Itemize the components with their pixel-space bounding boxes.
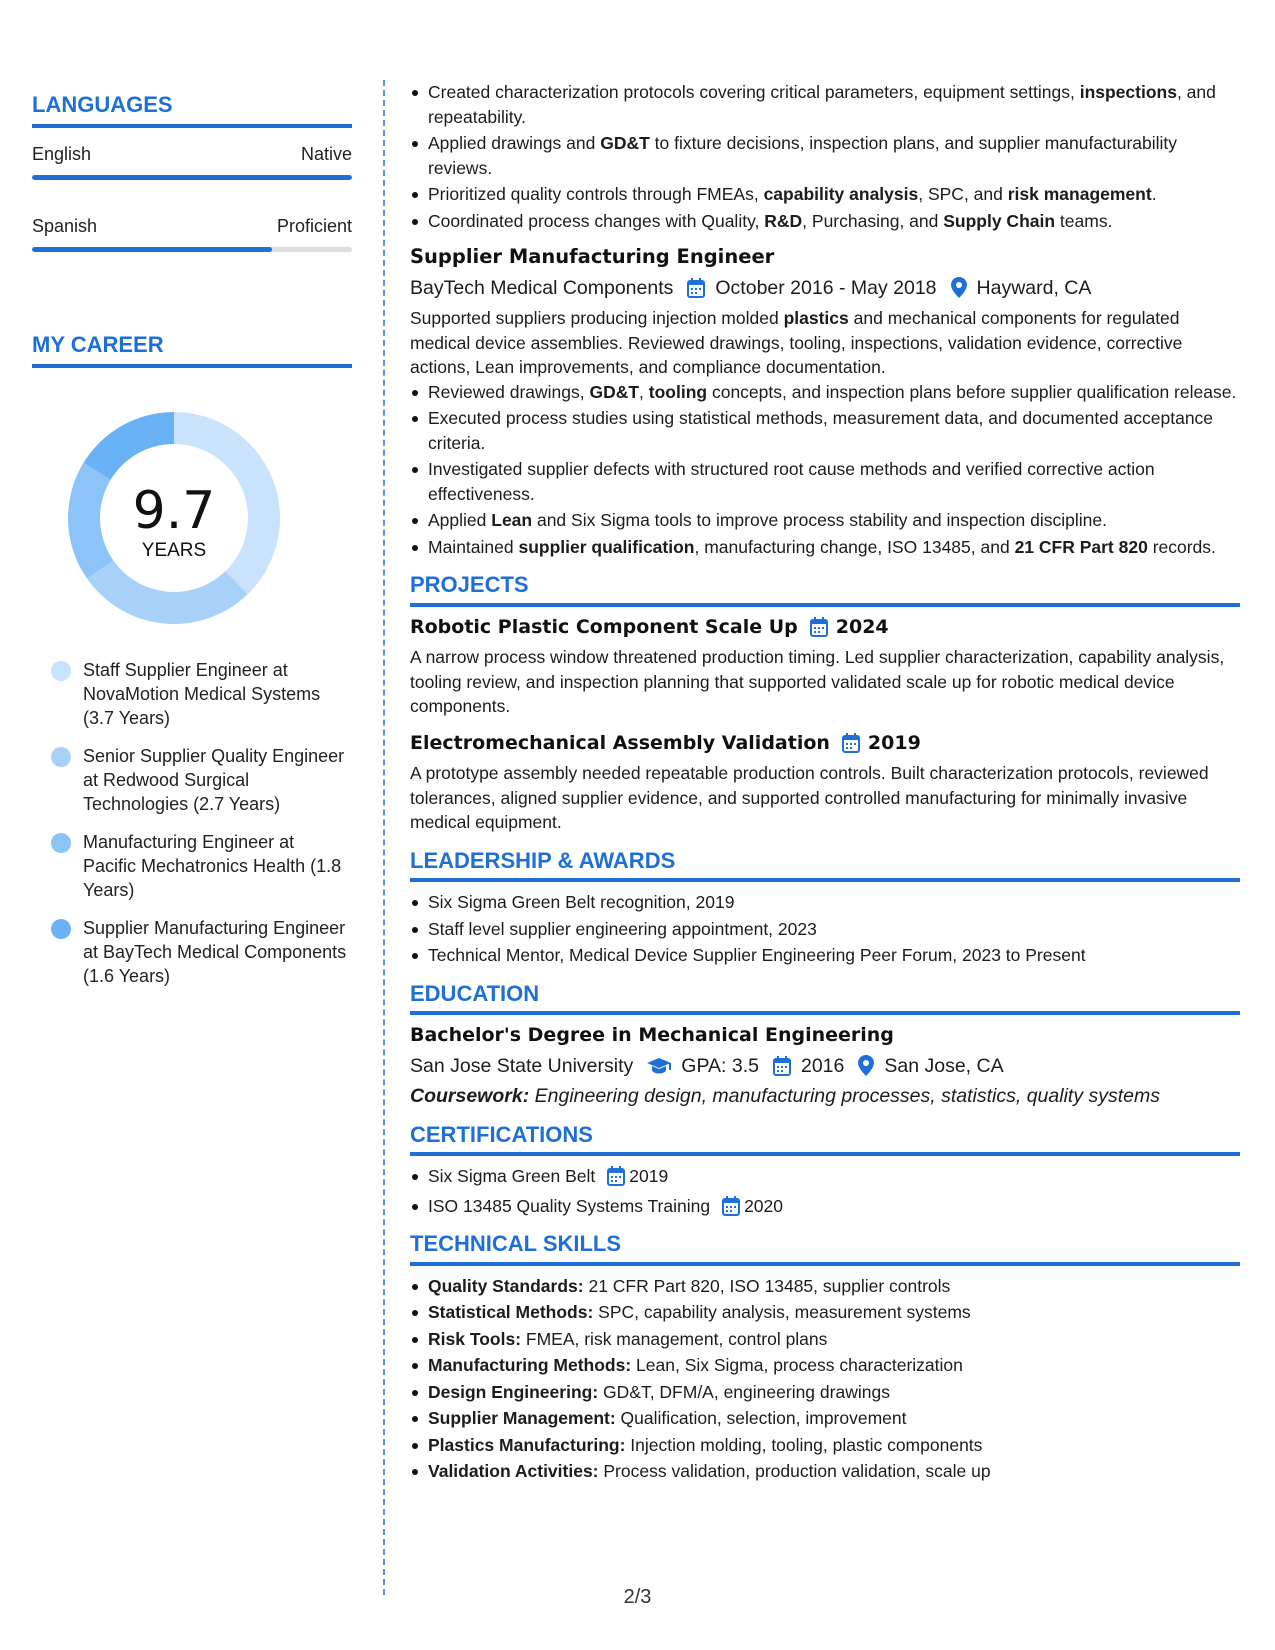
language-proficiency-fill — [32, 247, 272, 252]
project-title-row — [410, 731, 1240, 756]
skills-heading: TECHNICAL SKILLS — [410, 1232, 1240, 1266]
main-content — [410, 80, 1240, 1486]
coursework-text: Engineering design, manufacturing processes, statistics, quality systems — [529, 1085, 1161, 1107]
project-year: 2024 — [835, 615, 889, 638]
career-legend-label: Supplier Manufacturing Engineer at BayTech Medical Components (1.6 Years) — [83, 918, 347, 986]
job-bullets — [410, 380, 1240, 560]
certification-name: ISO 13485 Quality Systems Training — [428, 1195, 711, 1216]
skill-item: Plastics Manufacturing: Injection molding, tooling, plastic components — [410, 1433, 1240, 1458]
skill-item: Manufacturing Methods: Lean, Six Sigma, process characterization — [410, 1353, 1240, 1378]
keyword: GD&T — [600, 133, 650, 153]
language-proficiency-bar — [32, 247, 352, 252]
skill-label: Design Engineering: — [428, 1381, 599, 1402]
leadership-item: Six Sigma Green Belt recognition, 2019 — [410, 890, 1240, 915]
skill-label: Supplier Management: — [428, 1408, 616, 1428]
language-name: English — [32, 144, 92, 164]
calendar-icon — [722, 1196, 740, 1216]
keyword: supplier qualification — [518, 536, 695, 557]
calendar-icon — [687, 278, 705, 298]
job-company: BayTech Medical Components — [410, 276, 674, 299]
career-total-years: 9.7 — [132, 481, 216, 541]
keyword: risk management — [1007, 184, 1152, 204]
coursework-label: Coursework: — [410, 1085, 530, 1107]
language-level: Proficient — [276, 216, 352, 236]
column-divider — [383, 80, 385, 1595]
project-title: Electromechanical Assembly Validation — [410, 731, 830, 754]
career-legend-label: Staff Supplier Engineer at NovaMotion Medical Systems (3.7 Years) — [83, 660, 321, 728]
language-item — [32, 144, 352, 180]
job-meta — [410, 276, 1240, 301]
school-location: San Jose, CA — [884, 1054, 1004, 1077]
leadership-heading: LEADERSHIP & AWARDS — [410, 849, 1240, 883]
job-location: Hayward, CA — [976, 276, 1092, 299]
certification-name: Six Sigma Green Belt — [428, 1166, 596, 1186]
leadership-item: Staff level supplier engineering appointment, 2023 — [410, 917, 1240, 942]
career-legend-item — [51, 658, 352, 730]
skills-list — [410, 1274, 1240, 1484]
job-summary: Supported suppliers producing injection molded plastics and mechanical components for regulated medical device assemblies. Reviewed drawings, tooling, inspections, validation evidence, corrective actions, Lean improvements, and compliance documentation. — [410, 308, 1183, 377]
keyword: GD&T — [589, 381, 640, 402]
career-donut-segment — [83, 412, 174, 480]
legend-dot-icon — [51, 919, 71, 939]
certification-year: 2019 — [629, 1166, 669, 1186]
experience-bullet: Prioritized quality controls through FMEAs, capability analysis, SPC, and risk management. — [410, 182, 1240, 207]
keyword: plastics — [783, 308, 849, 328]
skill-label: Quality Standards: — [428, 1275, 584, 1296]
career-legend-item — [51, 744, 352, 816]
certification-item — [410, 1194, 1240, 1219]
keyword: Supply Chain — [943, 210, 1056, 231]
education-meta — [410, 1054, 1240, 1079]
project-description: A prototype assembly needed repeatable production controls. Built characterization protocols, reviewed tolerances, aligned supplier evidence, and supported controlled manufacturing for minimally invasive medical equipment. — [410, 763, 1209, 832]
certifications-heading: CERTIFICATIONS — [410, 1123, 1240, 1157]
career-donut-chart — [66, 410, 282, 626]
career-legend-label: Senior Supplier Quality Engineer at Redwood Surgical Technologies (2.7 Years) — [83, 746, 345, 814]
job-bullet: Executed process studies using statistical methods, measurement data, and documented acceptance criteria. — [410, 406, 1240, 455]
skill-label: Validation Activities: — [428, 1461, 599, 1481]
language-item — [32, 216, 352, 252]
leadership-item: Technical Mentor, Medical Device Supplier Engineering Peer Forum, 2023 to Present — [410, 943, 1240, 968]
project-item — [410, 615, 1240, 719]
leadership-list — [410, 890, 1240, 968]
language-proficiency-bar — [32, 175, 352, 180]
map-pin-icon — [951, 277, 967, 298]
career-legend-label: Manufacturing Engineer at Pacific Mechatronics Health (1.8 Years) — [83, 832, 342, 900]
sidebar — [32, 92, 352, 1002]
keyword: capability analysis — [763, 184, 919, 204]
career-years-label: YEARS — [141, 540, 207, 561]
skill-item: Statistical Methods: SPC, capability analysis, measurement systems — [410, 1300, 1240, 1325]
experience-bullet: Coordinated process changes with Quality, R&D, Purchasing, and Supply Chain teams. — [410, 209, 1240, 234]
career-legend-item — [51, 830, 352, 902]
job-bullet: Applied Lean and Six Sigma tools to improve process stability and inspection discipline. — [410, 508, 1240, 533]
job-bullet: Reviewed drawings, GD&T, tooling concepts, and inspection plans before supplier qualification release. — [410, 380, 1240, 405]
skill-label: Statistical Methods: — [428, 1302, 594, 1322]
job-bullet: Maintained supplier qualification, manufacturing change, ISO 13485, and 21 CFR Part 820 records. — [410, 535, 1240, 560]
certification-item — [410, 1164, 1240, 1189]
project-year: 2019 — [867, 731, 921, 754]
certification-year: 2020 — [744, 1195, 784, 1216]
skill-item: Design Engineering: GD&T, DFM/A, engineering drawings — [410, 1380, 1240, 1405]
job-bullet: Investigated supplier defects with structured root cause methods and verified corrective action effectiveness. — [410, 457, 1240, 506]
experience-bullets — [410, 80, 1240, 233]
calendar-icon — [607, 1166, 625, 1186]
certifications-list — [410, 1164, 1240, 1218]
keyword: R&D — [764, 210, 803, 231]
skill-item: Validation Activities: Process validation, production validation, scale up — [410, 1459, 1240, 1484]
skill-item: Quality Standards: 21 CFR Part 820, ISO 13485, supplier controls — [410, 1274, 1240, 1299]
legend-dot-icon — [51, 833, 71, 853]
career-donut-segment — [87, 560, 248, 624]
graduation-year: 2016 — [800, 1054, 845, 1077]
career-heading: MY CAREER — [32, 332, 352, 368]
calendar-icon — [773, 1056, 791, 1076]
legend-dot-icon — [51, 661, 71, 681]
skill-item: Risk Tools: FMEA, risk management, control plans — [410, 1327, 1240, 1352]
page-number: 2/3 — [623, 1586, 652, 1608]
project-title: Robotic Plastic Component Scale Up — [410, 615, 798, 638]
map-pin-icon — [858, 1055, 874, 1076]
job-title: Supplier Manufacturing Engineer — [410, 245, 775, 268]
projects-heading: PROJECTS — [410, 573, 1240, 607]
job-dates: October 2016 - May 2018 — [715, 276, 937, 299]
language-level: Native — [300, 144, 352, 164]
skill-label: Risk Tools: — [428, 1328, 522, 1349]
projects-list — [410, 615, 1240, 835]
language-proficiency-fill — [32, 175, 352, 180]
project-description: A narrow process window threatened production timing. Led supplier characterization, capability analysis, tooling review, and inspection planning that supported validated scale up for robotic medical device components. — [410, 647, 1225, 716]
skill-label: Manufacturing Methods: — [428, 1355, 632, 1375]
graduation-cap-icon — [647, 1057, 671, 1075]
skill-label: Plastics Manufacturing: — [428, 1434, 626, 1455]
education-heading: EDUCATION — [410, 982, 1240, 1016]
career-legend — [32, 658, 352, 988]
calendar-icon — [810, 617, 828, 637]
experience-bullet: Applied drawings and GD&T to fixture decisions, inspection plans, and supplier manufacturability reviews. — [410, 131, 1240, 180]
keyword: inspections — [1079, 82, 1177, 102]
experience-bullet: Created characterization protocols covering critical parameters, equipment settings, inspections, and repeatability. — [410, 80, 1240, 129]
languages-heading: LANGUAGES — [32, 92, 352, 128]
project-item — [410, 731, 1240, 835]
career-donut-segment — [68, 463, 113, 579]
keyword: tooling — [648, 381, 708, 402]
degree-title: Bachelor's Degree in Mechanical Engineering — [410, 1024, 894, 1046]
language-name: Spanish — [32, 216, 98, 236]
school-name: San Jose State University — [410, 1054, 634, 1077]
legend-dot-icon — [51, 747, 71, 767]
coursework — [410, 1084, 1240, 1109]
gpa: GPA: 3.5 — [681, 1054, 759, 1077]
keyword: 21 CFR Part 820 — [1014, 536, 1148, 557]
career-legend-item — [51, 916, 352, 988]
project-title-row — [410, 615, 1240, 640]
keyword: Lean — [491, 510, 533, 530]
calendar-icon — [842, 733, 860, 753]
skill-item: Supplier Management: Qualification, selection, improvement — [410, 1406, 1240, 1431]
